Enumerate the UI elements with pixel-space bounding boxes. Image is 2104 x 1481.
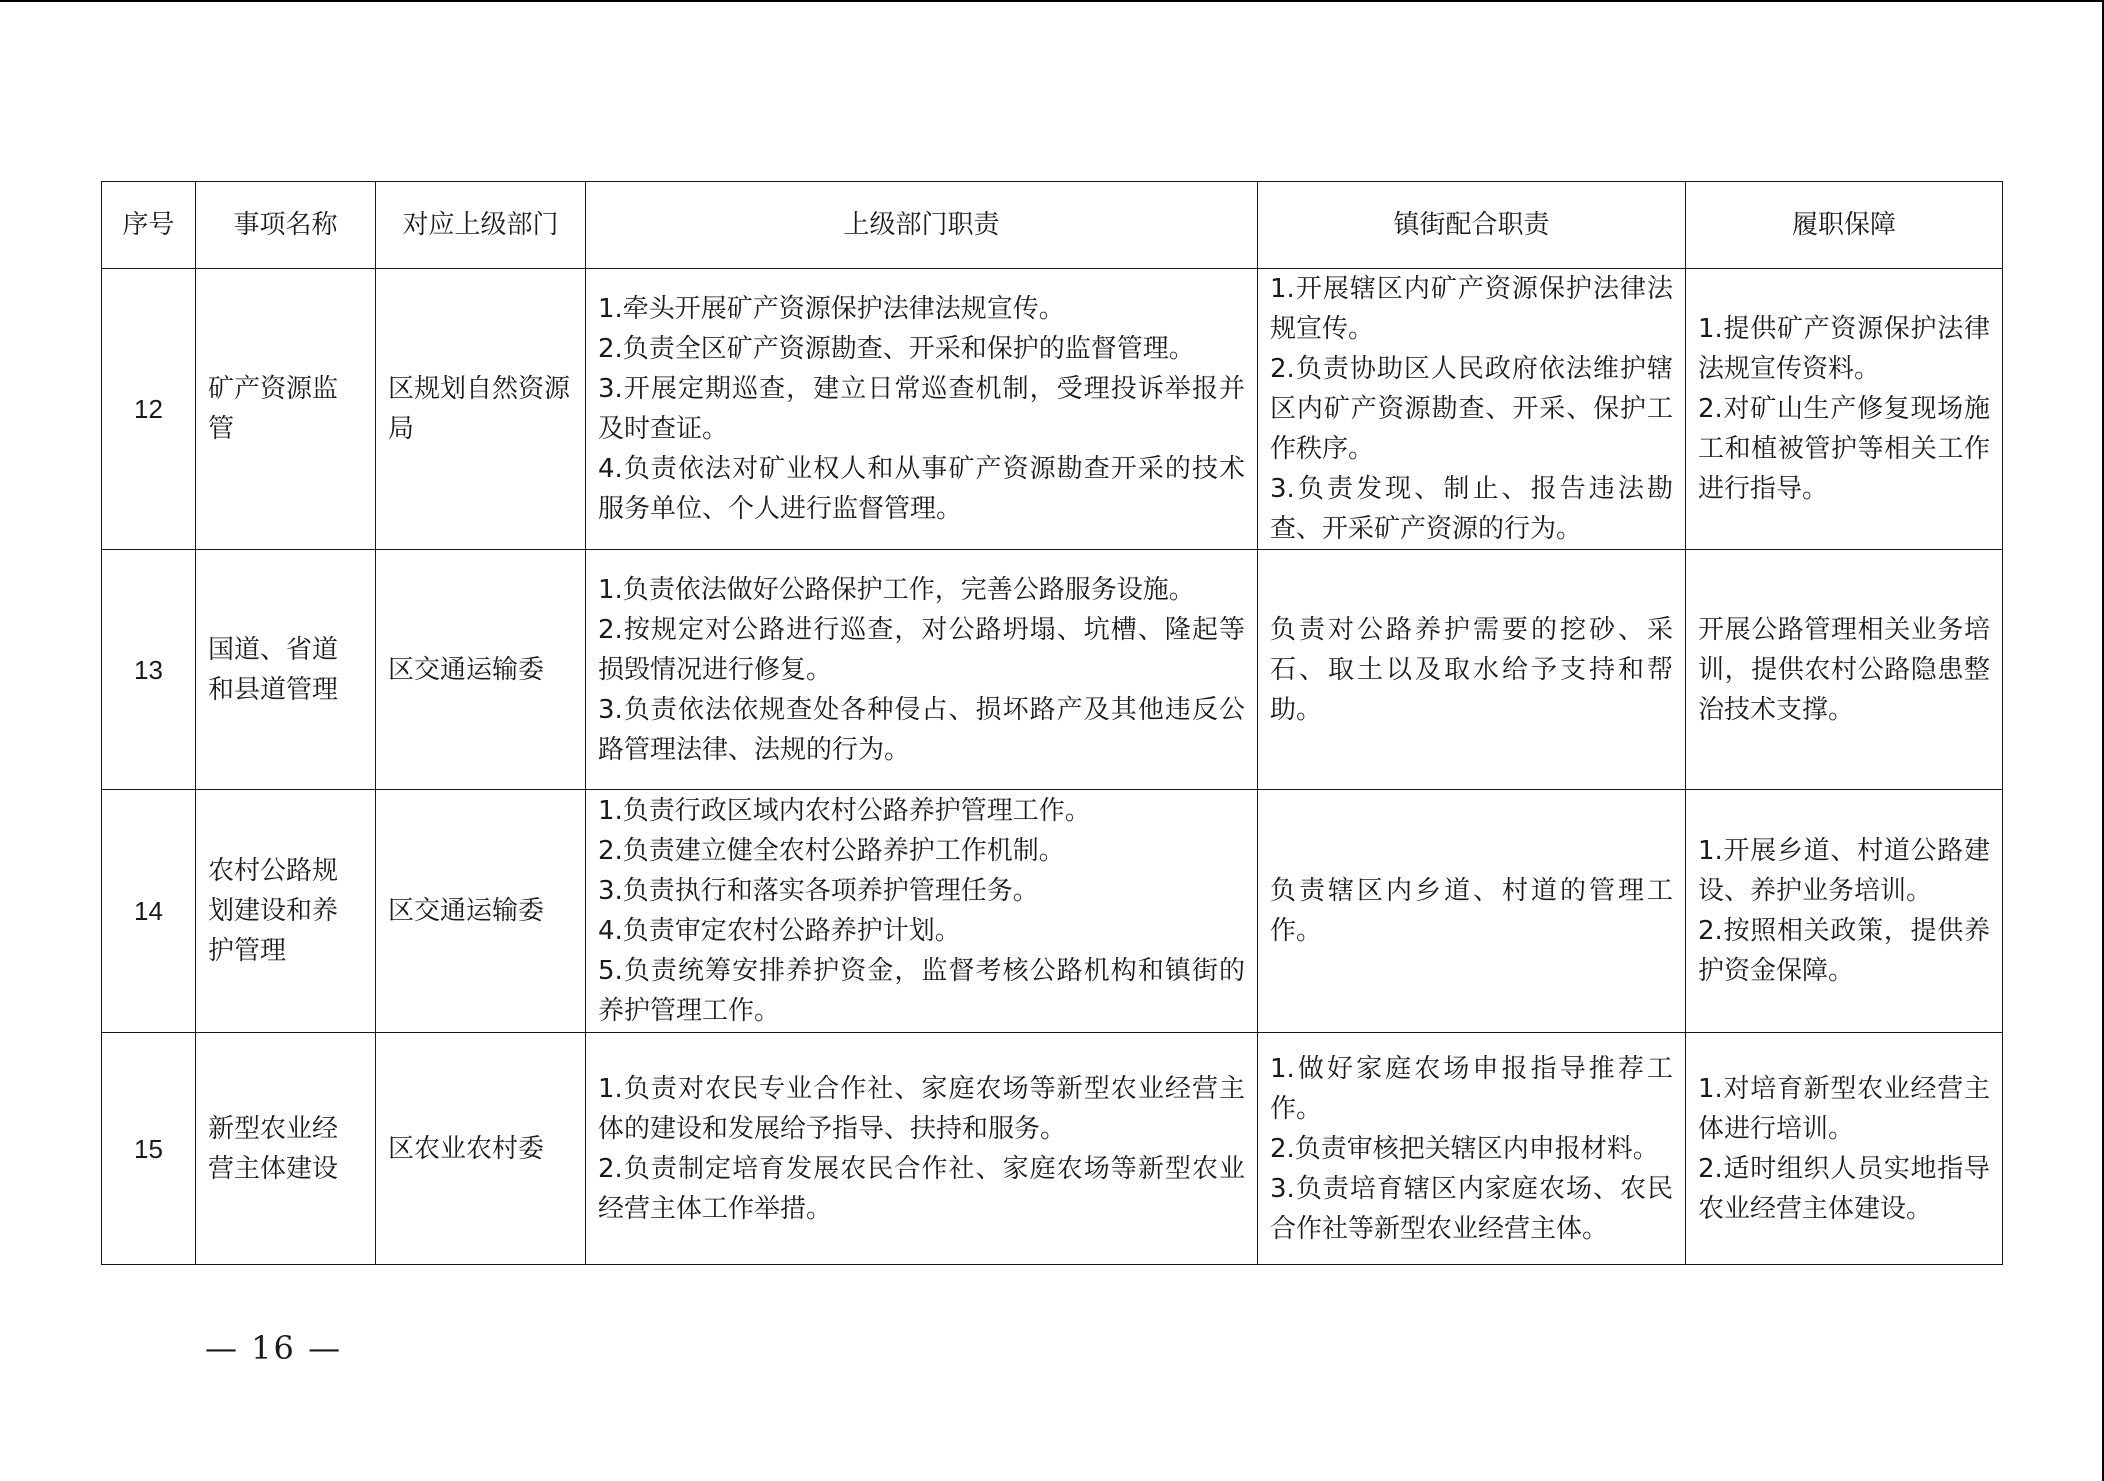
town-coop-duties	[1258, 269, 1686, 550]
row-number: 12	[102, 269, 196, 550]
town-coop-duties-line: 负责对公路养护需要的挖砂、采石、取土以及取水给予支持和帮助。	[1270, 614, 1673, 725]
guarantee-line: 2.对矿山生产修复现场施工和植被管护等相关工作进行指导。	[1698, 394, 1990, 504]
superior-dept: 区交通运输委	[376, 550, 586, 790]
superior-duties-line: 5.负责统筹安排养护资金，监督考核公路机构和镇街的养护管理工作。	[598, 956, 1245, 1026]
table-row	[102, 269, 2003, 550]
superior-duties-line: 1.牵头开展矿产资源保护法律法规宣传。	[598, 294, 1065, 324]
town-coop-duties-line: 1.做好家庭农场申报指导推荐工作。	[1270, 1053, 1673, 1124]
superior-duties-line: 2.按规定对公路进行巡查，对公路坍塌、坑槽、隆起等损毁情况进行修复。	[598, 614, 1245, 685]
guarantee	[1686, 269, 2003, 550]
superior-duties	[586, 1033, 1258, 1265]
superior-duties-line: 1.负责对农民专业合作社、家庭农场等新型农业经营主体的建设和发展给予指导、扶持和服务。	[598, 1073, 1245, 1144]
guarantee	[1686, 550, 2003, 790]
superior-duties	[586, 550, 1258, 790]
superior-duties-line: 3.负责执行和落实各项养护管理任务。	[598, 876, 1039, 906]
town-coop-duties-line: 1.开展辖区内矿产资源保护法律法规宣传。	[1270, 274, 1673, 344]
duty-table	[101, 181, 2003, 1265]
header-row	[102, 182, 2003, 269]
table-row	[102, 1033, 2003, 1265]
header-cell-dept: 对应上级部门	[376, 182, 586, 269]
superior-duties-line: 3.负责依法依规查处各种侵占、损坏路产及其他违反公路管理法律、法规的行为。	[598, 694, 1245, 765]
item-name: 矿产资源监管	[196, 269, 376, 550]
town-coop-duties-line: 2.负责审核把关辖区内申报材料。	[1270, 1133, 1659, 1164]
superior-duties-line: 1.负责行政区域内农村公路养护管理工作。	[598, 796, 1091, 826]
town-coop-duties-line: 负责辖区内乡道、村道的管理工作。	[1270, 876, 1673, 946]
table-row	[102, 790, 2003, 1033]
page-number: — 16 —	[205, 1329, 343, 1367]
town-coop-duties-line: 3.负责发现、制止、报告违法勘查、开采矿产资源的行为。	[1270, 474, 1673, 544]
table-row	[102, 550, 2003, 790]
page-border-top	[0, 0, 2104, 2]
town-coop-duties-line: 2.负责协助区人民政府依法维护辖区内矿产资源勘查、开采、保护工作秩序。	[1270, 354, 1673, 464]
guarantee-line: 开展公路管理相关业务培训，提供农村公路隐患整治技术支撑。	[1698, 614, 1990, 725]
superior-duties-line: 2.负责建立健全农村公路养护工作机制。	[598, 836, 1065, 866]
row-number: 14	[102, 790, 196, 1033]
header-cell-name: 事项名称	[196, 182, 376, 269]
superior-duties	[586, 269, 1258, 550]
header-cell-num: 序号	[102, 182, 196, 269]
superior-duties-line: 4.负责依法对矿业权人和从事矿产资源勘查开采的技术服务单位、个人进行监督管理。	[598, 454, 1245, 524]
guarantee-line: 2.适时组织人员实地指导农业经营主体建设。	[1698, 1153, 1990, 1224]
guarantee-line: 2.按照相关政策，提供养护资金保障。	[1698, 916, 1990, 986]
guarantee	[1686, 1033, 2003, 1265]
guarantee-line: 1.开展乡道、村道公路建设、养护业务培训。	[1698, 836, 1990, 906]
row-number: 15	[102, 1033, 196, 1265]
item-name: 农村公路规划建设和养护管理	[196, 790, 376, 1033]
superior-duties-line: 4.负责审定农村公路养护计划。	[598, 916, 961, 946]
superior-dept: 区交通运输委	[376, 790, 586, 1033]
table-body	[102, 269, 2003, 1265]
town-coop-duties	[1258, 1033, 1686, 1265]
town-coop-duties	[1258, 790, 1686, 1033]
header-cell-duties: 上级部门职责	[586, 182, 1258, 269]
superior-duties-line: 3.开展定期巡查，建立日常巡查机制，受理投诉举报并及时查证。	[598, 374, 1245, 444]
header-cell-coop: 镇街配合职责	[1258, 182, 1686, 269]
item-name: 国道、省道和县道管理	[196, 550, 376, 790]
header-cell-guarantee: 履职保障	[1686, 182, 2003, 269]
table-header	[102, 182, 2003, 269]
superior-duties-line: 2.负责全区矿产资源勘查、开采和保护的监督管理。	[598, 334, 1195, 364]
item-name: 新型农业经营主体建设	[196, 1033, 376, 1265]
guarantee	[1686, 790, 2003, 1033]
superior-duties-line: 1.负责依法做好公路保护工作，完善公路服务设施。	[598, 574, 1195, 605]
guarantee-line: 1.提供矿产资源保护法律法规宣传资料。	[1698, 314, 1990, 384]
row-number: 13	[102, 550, 196, 790]
town-coop-duties	[1258, 550, 1686, 790]
superior-duties	[586, 790, 1258, 1033]
superior-duties-line: 2.负责制定培育发展农民合作社、家庭农场等新型农业经营主体工作举措。	[598, 1153, 1245, 1224]
guarantee-line: 1.对培育新型农业经营主体进行培训。	[1698, 1073, 1990, 1144]
town-coop-duties-line: 3.负责培育辖区内家庭农场、农民合作社等新型农业经营主体。	[1270, 1173, 1673, 1244]
superior-dept: 区规划自然资源局	[376, 269, 586, 550]
superior-dept: 区农业农村委	[376, 1033, 586, 1265]
